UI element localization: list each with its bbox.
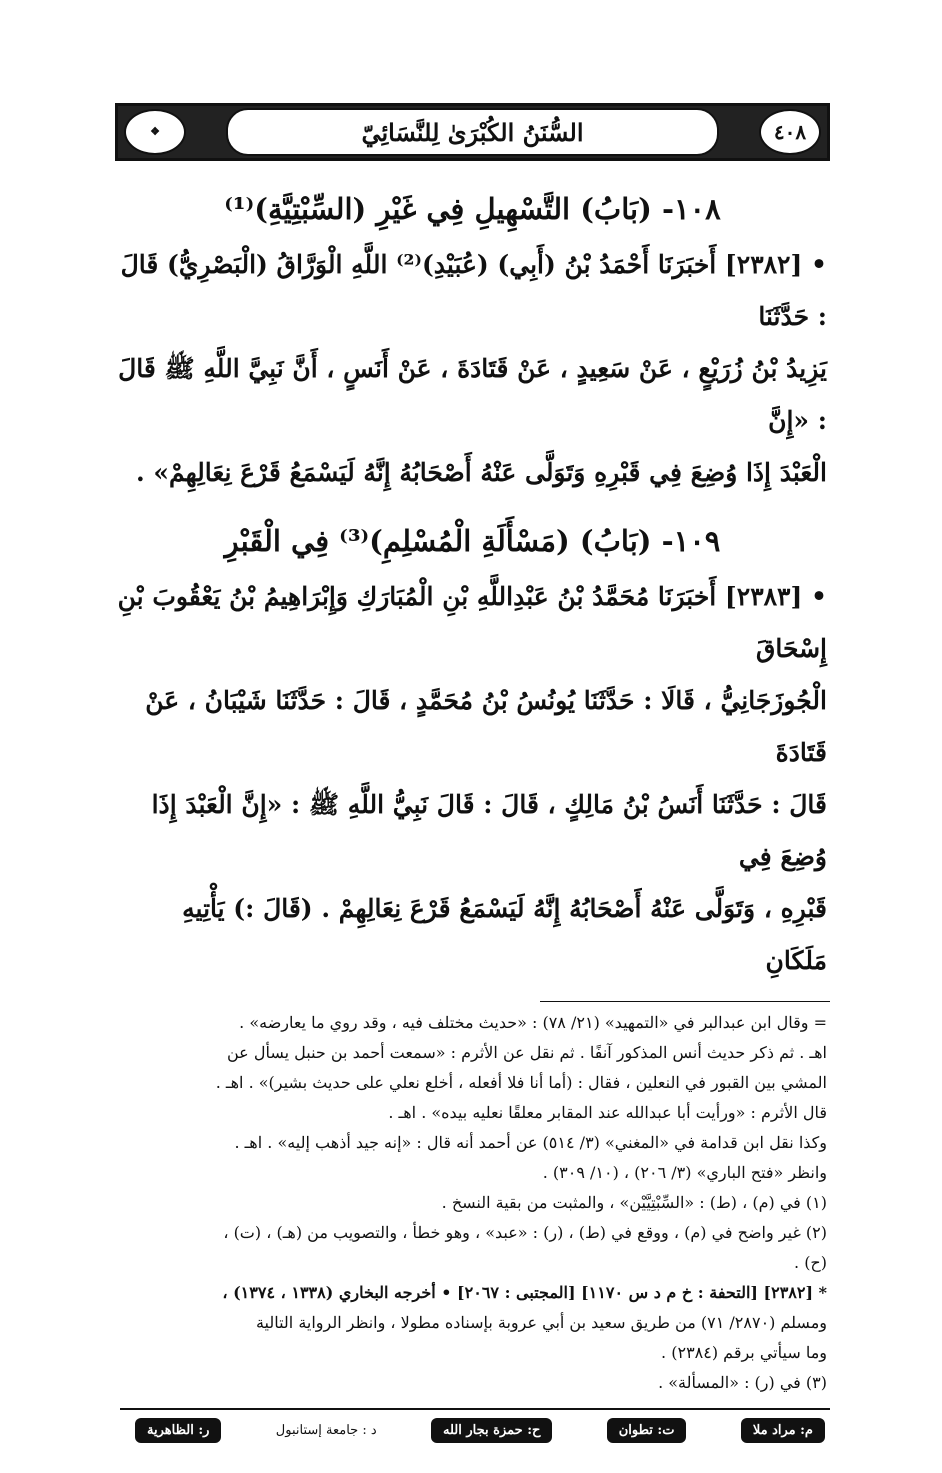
footnote-line: * [٢٣٨٢] [التحفة : خ م د س ١١٧٠] [المجتبى : ٢٠٦٧] • أخرجه البخاري (١٣٣٨ ، ١٣٧٤) ، [222,1283,827,1302]
footnote-line: ومسلم (٢٨٧٠/ ٧١) من طريق سعيد بن أبي عروبة بإسناده مطولا ، وانظر الرواية التالية [255,1313,827,1332]
page-header [115,103,830,161]
hadith-2382 [115,239,827,499]
manuscript-legend [135,1418,825,1443]
footnote-line: (٣) في (ر) : «المسألة» . [658,1373,827,1392]
chapter-heading-108: ١٠٨- (بَابُ) التَّسْهِيلِ فِي غَيْرِ (السِّبْتِيَّةِ)⁽¹⁾ [224,192,721,226]
manuscript-d: د : جامعة إستانبول [275,1423,377,1438]
footnote-line: وانظر «فتح الباري» (٣/ ٢٠٦) ، (١٠/ ٣٠٩) . [542,1163,827,1182]
manuscript-t: ت: تطوان [607,1418,687,1443]
manuscript-r: ر: الظاهرية [135,1418,221,1443]
footnote-line: وكذا نقل ابن قدامة في «المغني» (٣/ ٥١٤) عن أحمد أنه قال : «إنه جيد أذهب إليه» . اهـ . [234,1133,827,1152]
footnote-line: قال الأثرم : «ورأيت أبا عبدالله عند المقابر معلقًا نعليه بيده» . اهـ . [388,1103,827,1122]
footnote-line: = وقال ابن عبدالبر في «التمهيد» (٢١/ ٧٨) : «حديث مختلف فيه ، وقد روي ما يعارضه» . [239,1013,827,1032]
text-line: • [٢٣٨٣] أَخبَرَنَا مُحَمَّدُ بْنُ عَبْدِاللَّهِ بْنِ الْمُبَارَكِ وَإِبْرَاهِيمُ بْنُ يَعْقُوبَ بْنِ إِسْحَاقَ [117,582,827,663]
text-line: الْجُوزَجَانِيُّ ، قَالَا : حَدَّثَنَا يُونُسُ بْنُ مُحَمَّدٍ ، قَالَ : حَدَّثَنَا شَيْبَانُ ، عَنْ قَتَادَةَ [145,686,827,767]
book-title: السُّنَنُ الكُبْرَىٰ لِلنَّسَائِيّ [226,108,719,156]
manuscript-m: م: مراد ملا [741,1418,825,1443]
footnote-divider [540,1001,830,1002]
text-line: الْعَبْدَ إِذَا وُضِعَ فِي قَبْرِهِ وَتَوَلَّى عَنْهُ أَصْحَابُهُ إِنَّهُ لَيَسْمَعُ قَرْعَ نِعَالِهِمْ» . [135,458,827,487]
text-line: قَبْرِهِ ، وَتَوَلَّى عَنْهُ أَصْحَابُهُ إِنَّهُ لَيَسْمَعُ قَرْعَ نِعَالِهِمْ . (قَالَ :) يَأْتِيهِ مَلَكَانِ [182,894,827,975]
footnote-line: (٢) غير واضح في (م) ، ووقع في (ط) ، (ر) : «عبد» ، وهو خطأ ، والتصويب من (هـ) ، (ت) ، [223,1223,827,1242]
footnote-line: اهـ . ثم ذكر حديث أنس المذكور آنفًا . ثم نقل عن الأثرم : «سمعت أحمد بن حنبل يسأل عن [227,1043,827,1062]
footnote-line: (١) في (م) ، (ط) : «السِّبْتِيَّيْن» ، والمثبت من بقية النسخ . [441,1193,827,1212]
hadith-2383 [115,571,827,987]
chapter-heading-109: ١٠٩- (بَابُ) (مَسْأَلَةِ الْمُسْلِمِ)⁽³⁾ فِي الْقَبْرِ [224,524,721,558]
footnote-line: وما سيأتي برقم (٢٣٨٤) . [661,1343,827,1362]
text-line: • [٢٣٨٢] أَخبَرَنَا أَحْمَدُ بْنُ (أَبِي) (عُبَيْدِ)⁽²⁾ اللَّهِ الْوَرَّاقُ (الْبَصْرِيُّ) قَالَ : حَدَّثَنَا [120,250,827,331]
page-number: ٤٠٨ [759,109,821,155]
footnote-line: (ح) . [794,1253,827,1272]
footer-divider [120,1408,830,1410]
text-line: قَالَ : حَدَّثَنَا أَنَسُ بْنُ مَالِكٍ ، قَالَ : قَالَ نَبِيُّ اللَّهِ ﷺ : «إِنَّ الْعَبْدَ إِذَا وُضِعَ فِي [151,790,827,871]
book-logo: ❖ [124,109,186,155]
manuscript-h: ح: حمزة بجار الله [431,1418,552,1443]
footnote-line: المشي بين القبور في النعلين ، فقال : (أما أنا فلا أفعله ، أخلع نعلي على حديث بشير)» . اهـ . [215,1073,827,1092]
footnotes [115,1008,827,1398]
text-line: يَزِيدُ بْنُ زُرَيْعٍ ، عَنْ سَعِيدٍ ، عَنْ قَتَادَةَ ، عَنْ أَنَسٍ ، أَنَّ نَبِيَّ اللَّهِ ﷺ قَالَ : «إِنَّ [118,354,827,435]
